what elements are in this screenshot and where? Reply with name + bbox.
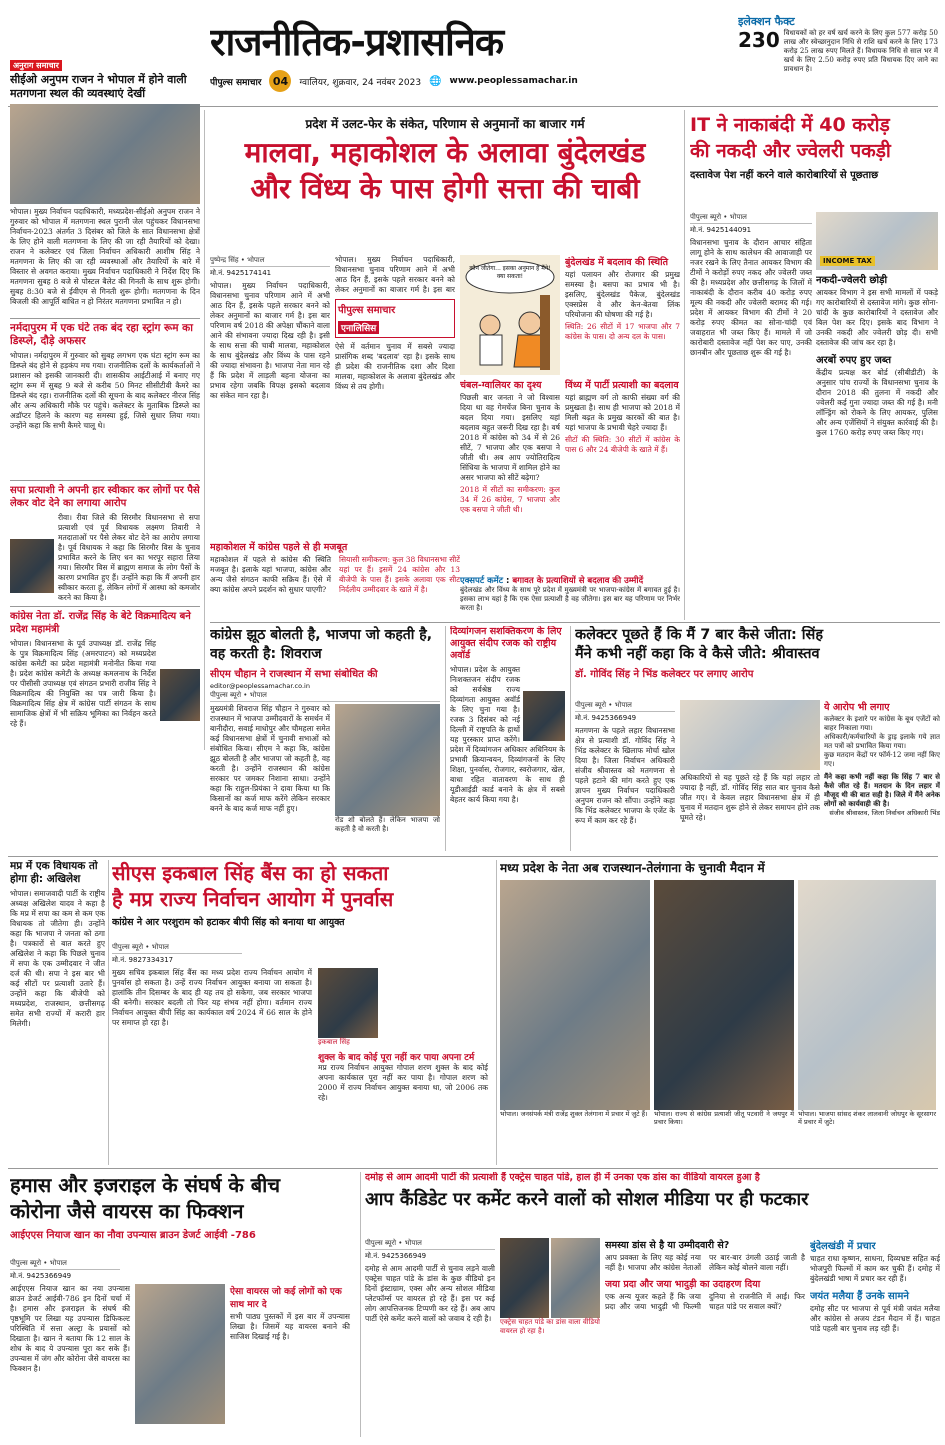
byline-place: भोपाल <box>151 943 169 951</box>
divider <box>8 1168 938 1169</box>
it-sub: दस्तावेज पेश नहीं करने वाले कारोबारियों से पूछताछ <box>690 170 879 181</box>
byline-place: भोपाल <box>404 1239 422 1247</box>
byline-name: पीपुल्स ब्यूरो <box>690 213 722 221</box>
it-side-body2: केंद्रीय प्रत्यक्ष कर बोर्ड (सीबीडीटी) के अनुसार पांच राज्यों के विधानसभा चुनाव के दौरान 2018 की तुलना में नकदी और ज्वेलरी कई गुना ज्यादा जब्त की गई है। मनी लॉन्ड्रिंग को रोकने के लिए आयकर, पुलिस और अन्य एजेंसियों ने संयुक्त कार्रवाई की है। कुल 1760 करोड़ रुपए जब्त किए गए। <box>816 368 938 437</box>
bains-sub: कांग्रेस ने आर परशुराम को हटाकर बीपी सिंह को बनाया था आयुक्त <box>112 917 345 928</box>
hamas-headline-2: कोरोना जैसे वायरस का फिक्शन <box>10 1199 244 1223</box>
lead-headline-1: मालवा, महाकोशल के अलावा बुंदेलखंड <box>244 136 646 169</box>
bains-body: मुख्य सचिव इकबाल सिंह बैंस का मध्य प्रदेश राज्य निर्वाचन आयोग में पुनर्वास हो सकता है। उन्हें राज्य निर्वाचन आयुक्त बनाया जा सकता है। हालांकि तीन दिसम्बर के बाद ही यह तय हो सकेगा, जब सरकार भाजपा की बनेगी। सरकार बदली तो फिर यह संभव नहीं होगा। वर्तमान राज्य निर्वाचन आयुक्त बीपी सिंह का कार्यकाल वर्ष 2024 में 66 साल के होने पर समाप्त हो रहा है। <box>112 968 312 1027</box>
aap-col1 <box>365 1238 495 1438</box>
lead-mobile: मो.नं. 9425174141 <box>210 269 272 277</box>
aap-mobile: मो.नं. 9425366949 <box>365 1252 427 1260</box>
it-story-head <box>690 112 940 212</box>
column-divider <box>684 110 685 620</box>
left-narmada-story <box>10 322 200 477</box>
byline-name: पीपुल्स ब्यूरो <box>10 1259 42 1267</box>
chahat-photo-1 <box>500 1238 549 1318</box>
left-top-headline: सीईओ अनुपम राजन ने भोपाल में होने वाली मतगणना स्थल की व्यवस्थाएं देखीं <box>10 73 187 100</box>
memorandum-photo <box>680 700 820 770</box>
lead-headline-2: और विंध्य के पास होगी सत्ता की चाबी <box>250 172 640 205</box>
lead-col2-body: ऐसे में वर्तमान चुनाव में सबसे ज्यादा प्रासंगिक शब्द 'बदलाव' रहा है। इसके साथ ही प्रदेश की राजनीतिक दशा और दिशा मालवा, महाकोशल के अलावा बुंदेलखंड और विंध्य से तय होगी। <box>335 342 455 391</box>
analysis-badge <box>335 299 455 338</box>
congress-body: भोपाल। विधानसभा के पूर्व उपाध्यक्ष डॉ. राजेंद्र सिंह के पुत्र विक्रमादित्य सिंह (अमरपाटन) को मध्यप्रदेश कांग्रेस कमेटी का प्रदेश महामंत्री मनोनीत किया गया है। प्रदेश कांग्रेस कमेटी के अध्यक्ष कमलनाथ के निर्देश पर पीसीसी उपाध्यक्ष एवं संगठन प्रभारी राजीव सिंह ने विक्रमादित्य की नियुक्ति का पत्र जारी किया है। विक्रमादित्य सिंह क्षेत्र में कांग्रेस पार्टी संगठन के साथ सामाजिक क्षेत्रों में भी सक्रिय भूमिका का निर्वहन करते रहे हैं। <box>10 639 156 728</box>
shivraj-email: editor@peoplessamachar.co.in <box>210 682 310 690</box>
cash-photo <box>816 212 938 270</box>
hamas-body: आईएएस नियाज खान का नया उपन्यास ब्राउन डेजर्ट आईवी-786 इन दिनों चर्चा में है। हमास और इजराइल के संघर्ष की पृष्ठभूमि पर लिखा यह उपन्यास डिफिकल्ट परिस्थिति में सत्ता अल्ट्रा के प्रयासों को दिखाता है। खान ने बताया कि 12 साल के शोध के बाद ये उपन्यास पूरा कर सके हैं। उपन्यास में जंग और कोरोना जैसे वायरस का फिक्शन है। <box>10 1284 130 1373</box>
cartoon <box>460 255 560 375</box>
column-divider <box>204 110 205 750</box>
aap-body: दमोह से आम आदमी पार्टी से चुनाव लड़ने वाली एक्ट्रेस चाहत पांडे के डांस के कुछ वीडियो इन दिनों इंस्टाग्राम, एक्स और अन्य सोशल मीडिया प्लेटफॉर्म्स पर वायरल हो रहे हैं। इस पर कई लोग आपत्तिजनक टिप्पणी कर रहे हैं। अब आप पार्टी ऐसे कमेंट करने वालों को जवाब दे रही है। <box>365 1264 495 1323</box>
rajasthan-photo-3 <box>798 880 936 1110</box>
byline-name: पीपुल्स ब्यूरो <box>575 701 607 709</box>
bundelkhand-box <box>565 255 680 375</box>
left-sapa-story <box>10 484 200 604</box>
aap-story-head <box>365 1172 940 1232</box>
collector-side <box>824 700 940 850</box>
expert-title: बगावत के प्रत्याशियों से बदलाव की उम्मीदें <box>512 576 644 586</box>
hamas-sub: आईएएस नियाज खान का नौवा उपन्यास ब्राउन डेजर्ट आईवी -786 <box>10 1230 256 1241</box>
bains-photo <box>318 968 378 1038</box>
globe-icon: 🌐 <box>429 75 442 87</box>
aap-photo-caption: एक्ट्रेस चाहत पांडे का डांस वाला वीडियो वायरल हो रहा है। <box>500 1318 600 1335</box>
rajasthan-photo-2 <box>654 880 794 1110</box>
tag-label: अनुराग समाचार <box>10 60 62 71</box>
akhilesh-headline: मप्र में एक विधायक तो होगा ही: अखिलेश <box>10 860 98 885</box>
byline-place: भोपाल <box>247 256 265 264</box>
rajasthan-caption-2: भोपाल। राज्य से कांग्रेस प्रत्याशी जीतू पटवारी ने जयपुर में प्रचार किया। <box>654 1110 794 1126</box>
left-congress-story <box>10 610 200 760</box>
collector-story-head <box>575 626 940 696</box>
hamas-box-title: ऐसा वायरस जो कई लोगों को एक साथ मार दे <box>230 1287 342 1310</box>
vikramaditya-photo <box>160 669 200 721</box>
brand-name: पीपुल्स समाचार <box>210 77 262 88</box>
allegations-title: ये आरोप भी लगाए <box>824 702 890 713</box>
expert-label: एक्सपर्ट कमेंट <box>460 576 503 586</box>
it-side <box>816 272 938 617</box>
mahakoshal-title: महाकोशल में कांग्रेस पहले से ही मजबूत <box>210 542 348 553</box>
bundelkhand-note: स्थिति: 26 सीटों में 17 भाजपा और 7 कांग्रेस के पास। दो अन्य दल के पास। <box>565 322 680 341</box>
rajasthan-story <box>500 860 940 1165</box>
byline-name: पीपुल्स ब्यूरो <box>112 943 144 951</box>
bundelkhand-body: यहां पलायन और रोजगार की प्रमुख समस्या है। बसपा का प्रभाव भी है। इसलिए, बुंदेलखंड पैकेज, बुंदेलखंड एक्सप्रेस वे और केन-बेतवा लिंक परियोजना की घोषणा की गई है। <box>565 270 680 319</box>
hamas-box-body: सभी पाठ्य पुस्तकों में इस बार में उपन्यास लिखा है। जिसमें यह वायरस बनाने की साजिश दिखाई गई है। <box>230 1312 350 1341</box>
it-byline: पीपुल्स ब्यूरो • भोपाल <box>690 212 812 224</box>
divider <box>10 318 200 319</box>
masthead-strip <box>210 70 710 92</box>
byline-place: भोपाल <box>49 1259 67 1267</box>
collector-headline-1: कलेक्टर पूछते हैं कि मैं 7 बार कैसे जीता: सिंह <box>575 627 824 643</box>
chambal-title: चंबल-ग्वालियर का दृश्य <box>460 380 542 391</box>
allegation-1: अधिकारी/कर्मचारियों के ड्राइ इलाके गये ज्ञात मत पत्रों को प्रभावित किया गया। <box>824 733 940 750</box>
collector-col2 <box>680 700 820 850</box>
divider <box>8 856 938 857</box>
chambal-box <box>460 378 560 558</box>
bains-body-area <box>112 942 492 1164</box>
page-number: 04 <box>269 70 291 92</box>
hamas-body-area <box>10 1258 355 1438</box>
shivraj-photo <box>335 704 440 816</box>
it-side-body: आयकर विभाग ने इस सभी मामलों में पकड़े गए कारोबारियों से दस्तावेज मांगे। कुछ सोना-चांदी के कुछ कारोबारियों ने दस्तावेज और बिल पेश कर दिए। इसके बाद विभाग ने उनकी नकदी और ज्वेलरी छोड़ दी। सभी दस्तावेज की जांच कर रहा है। <box>816 288 938 347</box>
byline-name: पीपुल्स ब्यूरो <box>210 691 242 699</box>
bundelkhandi-body2: दमोह सीट पर भाजपा से पूर्व मंत्री जयंत मलैया और कांग्रेस से अजय टंडन मैदान में हैं। चाहत पांडे पहली बार चुनाव लड़ रही हैं। <box>810 1304 940 1333</box>
quote-text: मैंने कहा कभी नहीं कहा कि सिंह 7 बार से कैसे जीत रहे हैं। मतदान के दिन लहार में मौजूद थी की बात सही है। जिले में मैंने अनेक लोगों को कार्यवाही की है। <box>824 772 940 808</box>
vindhya-box <box>565 378 680 578</box>
it-col1 <box>690 212 812 612</box>
bains-story-head <box>112 860 492 940</box>
hamas-headline-1: हमास और इजराइल के संघर्ष के बीच <box>10 1173 281 1197</box>
election-fact-box <box>738 14 938 106</box>
masthead <box>210 20 710 102</box>
sapa-headline: सपा प्रत्याशी ने अपनी हार स्वीकार कर लोगों पर पैसे लेकर वोट देने का लगाया आरोप <box>10 485 200 509</box>
election-fact-label: इलेक्शन फैक्ट <box>738 15 795 28</box>
hamas-byline: पीपुल्स ब्यूरो • भोपाल <box>10 1258 120 1270</box>
bundelkhandi-box <box>810 1238 940 1438</box>
narmada-headline: नर्मदापुरम में एक घंटे तक बंद रहा स्ट्रांग रूम का डिस्प्ले, दौड़े अफसर <box>10 322 193 347</box>
bains-headline-2: है मप्र राज्य निर्वाचन आयोग में पुनर्वास <box>112 887 394 911</box>
dateline: ग्वालियर, शुक्रवार, 24 नवंबर 2023 <box>299 77 422 88</box>
candidate-photo <box>10 539 54 593</box>
aap-byline: पीपुल्स ब्यूरो • भोपाल <box>365 1238 495 1250</box>
expert-body: बुंदेलखंड और विंध्य के साथ पूरे प्रदेश में मुख्यमंत्री पर भाजपा-कांग्रेस में बगावत हुई है। इसका लाभ यहां है कि एक ऐसा प्रत्याशी है वह जीतेगा। इस बार यह परिणाम पर निर्भर करता है। <box>460 586 680 612</box>
lead-byline: पुष्पेन्द्र सिंह • भोपाल <box>210 255 330 267</box>
collector-byline: पीपुल्स ब्यूरो • भोपाल <box>575 700 675 712</box>
byline-place: भोपाल <box>729 213 747 221</box>
niyaz-khan-photo <box>135 1284 225 1424</box>
chambal-note: 2018 में सीटों का समीकरण: कुल 34 में 26 कांग्रेस, 7 भाजपा और एक बसपा ने जीती थी। <box>460 485 560 514</box>
shivraj-sub: सीएम चौहान ने राजस्थान में सभा संबोधित की <box>210 669 378 680</box>
allegation-2: कुछ मतदान केंद्रों पर फॉर्म-12 जमा नहीं किए गए। <box>824 751 940 768</box>
bains-photo-caption: इकबाल सिंह <box>318 1038 350 1046</box>
collector-sub: डॉ. गोविंद सिंह ने भिंड कलेक्टर पर लगाए आरोप <box>575 669 754 680</box>
left-top-body: भोपाल। मुख्य निर्वाचन पदाधिकारी, मध्यप्रदेश-सीईओ अनुपम राजन ने गुरुवार को भोपाल में मतगणना स्थल पुरानी जेल पहुंचकर विधानसभा निर्वाचन-2023 अंतर्गत 3 दिसंबर को जिले के सात विधानसभा क्षेत्रों के लिए होने वाली मतगणना के लिए की जा रही तैयारियों को देखा। राजन ने कलेक्टर एवं जिला निर्वाचन अधिकारी आशीष सिंह ने मतगणना के लिए की जा रही व्यवस्थाओं और तैयारियों के बारे में विस्तार से अवगत कराया। मुख्य निर्वाचन पदाधिकारी ने निर्देश दिए कि मतगणना सुबह 8 बजे से पोस्टल बैलेट की गिनती के साथ शुरू होगी। सुबह 8:30 बजे से ईवीएम से गिनती शुरू होगी। मतगणना के दिन बिजली की आपूर्ति बाधित न हो निरंतर मतगणना प्रभावित न हो। <box>10 207 200 306</box>
allegation-0: कलेक्टर के इशारे पर कांग्रेस के बूथ एजेंटों को बाहर निकाला गया। <box>824 715 940 732</box>
shivraj-headline: कांग्रेस झूठ बोलती है, भाजपा जो कहती है, वह करती है: शिवराज <box>210 627 433 662</box>
collector-headline-2: मैंने कभी नहीं कहा कि वे कैसे जीते: श्रीवास्तव <box>575 646 820 662</box>
byline-place: भोपाल <box>249 691 267 699</box>
divider <box>210 622 940 623</box>
it-mobile: मो.नं. 9425144091 <box>690 226 752 234</box>
narmada-body: भोपाल। नर्मदापुरम में गुरुवार को सुबह लगभग एक घंटा स्ट्रांग रूम का डिस्प्ले बंद होने से हड़कंप मच गया। राजनीतिक दलों के कार्यकर्ताओं ने प्रशासन को इसकी जानकारी दी। शासकीय आईटीआई में बनाए गए स्ट्रांग रूम में सुबह 9 बजे से करीब 50 मिनट सीसीटीवी कैमरे का डिस्प्ले बंद रहा। राजनीतिक दलों की सूचना के बाद कलेक्टर नीरज सिंह और अन्य अधिकारी मौके पर पहुंचे। कलेक्टर के मुताबिक डिस्प्ले का अडॉप्टर हिलने के कारण यह समस्या हुई, जिसे सुधार लिया गया। उन्होंने कहा कि सभी कैमरे चालू थे। <box>10 351 200 430</box>
divyang-body: भोपाल। प्रदेश के आयुक्त निःशक्तजन संदीप रजक को सर्वश्रेष्ठ राज्य दिव्यांगता आयुक्त अवॉर्ड के लिए चुना गया है। रजक 3 दिसंबर को नई दिल्ली में राष्ट्रपति के हाथों यह पुरस्कार प्राप्त करेंगे। प्रदेश में दिव्यांगजन अधिकार अधिनियम के प्रभावी क्रियान्वयन, दिव्यांगजनों के लिए शिक्षा, पुनर्वास, रोजगार, स्वरोजगार, खेल, बाधा रहित वातावरण के साथ ही यूडीआईडी कार्ड बनाने के क्षेत्र में सबसे बेहतर कार्य किया गया है। <box>450 665 565 804</box>
aap-headline: आप कैंडिडेट पर कमेंट करने वालों को सोशल मीडिया पर ही फटकार <box>365 1189 809 1210</box>
shukla-body: मप्र राज्य निर्वाचन आयुक्त गोपाल शरण शुक्ल के बाद कोई अपना कार्यकाल पूरा नहीं कर पाया है। गोपाल शरण को 2000 में राज्य निर्वाचन आयुक्त बनाया था, जो 2006 तक रहे। <box>318 1063 488 1102</box>
lead-col1-body: भोपाल। मुख्य निर्वाचन पदाधिकारी, विधानसभा चुनाव परिणाम आने में अभी आठ दिन हैं, इसके पहले सरकार बनने को लेकर अनुमानों का बाजार गर्म है। इस बार परिणाम वर्ष 2018 की अपेक्षा चौंकाने वाला आने की संभावना ज्यादा दिख रही है। इसी के साथ सत्ता की चाबी मालवा, महाकोशल के साथ बुंदेलखंड और विंध्य के पास रहने की ज्यादा संभावना है। भाजपा नेता मान रहे हैं कि प्रदेश में लाड़ली बहना योजना का प्रभाव रहेगा जबकि विपक्ष इसको बदलाव का संकेत मान रहा है। <box>210 281 330 400</box>
it-headline-1: IT ने नाकाबंदी में 40 करोड़ <box>690 114 890 136</box>
shivraj-story <box>210 626 440 851</box>
mahakoshal-box <box>210 540 460 610</box>
bains-headline-1: सीएस इकबाल सिंह बैंस का हो सकता <box>112 861 389 885</box>
hamas-story-head <box>10 1172 355 1257</box>
income-tax-label: INCOME TAX <box>820 256 875 266</box>
cartoon-bubble: कौन जीतेगा... इसका अनुमान है मैंने! क्या सकता! <box>469 265 551 280</box>
bundelkhandi-body: चाहत राधा कृष्णन, साधना, दिव्यभ्रष्ट सहित कई भोजपुरी फिल्मों में काम कर चुकी हैं। दमोह में बुंदेलखंडी भाषा में प्रचार कर रही हैं। <box>810 1254 940 1283</box>
congress-headline: कांग्रेस नेता डॉ. राजेंद्र सिंह के बेटे विक्रमादित्य बने प्रदेश महामंत्री <box>10 611 191 635</box>
shivraj-body: मुख्यमंत्री शिवराज सिंह चौहान ने गुरुवार को राजस्थान में भाजपा उम्मीदवारों के समर्थन में बानीदौरा, सवाई माधोपुर और चौमहला समेत कई विधानसभा क्षेत्रों में चुनावी सभाओं को संबोधित किया। सीएम ने कहा कि, कांग्रेस झूठ बोलती है और भाजपा जो कहती है, वह करती है। उन्होंने राजस्थान की कांग्रेस सरकार पर जमकर निशाना साधा। उन्होंने कहा कि राहुल-प्रियंका ने दावा किया था कि किसानों का कर्ज माफ करेंगे लेकिन सरकार बनने के बाद कर्ज माफ नहीं हुए। <box>210 704 330 813</box>
vindhya-note: सीटों की स्थिति: 30 सीटों में कांग्रेस के पास 6 और 24 बीजेपी के खाते में हैं। <box>565 435 680 454</box>
sapa-body: रीवा। रीवा जिले की सिरमौर विधानसभा से सपा प्रत्याशी एवं पूर्व विधायक लक्ष्मण तिवारी ने मतदाताओं पर पैसे लेकर वोट देने का आरोप लगाया है। पूर्व विधायक ने कहा कि सिरमौर विस के चुनाव प्रभावित करने के लिए धन का भरपूर सहारा लिया गया। सिरमौर विस में ब्राह्मण समाज के लोग पैसों के कारण प्रभावित हुए हैं। उन्होंने कहा कि मैं अपनी हार स्वीकार करता हूं, लेकिन लोगों में आस्था को कमजोर करने का किया है। <box>58 513 200 602</box>
column-divider <box>108 860 109 1165</box>
vindhya-body: यहां ब्राह्मण वर्ग तो काफी संख्या वर्ग की प्रमुखता है। साथ ही भाजपा को 2018 में मिली बढ़त के प्रमुख कारकों की बात है। यहां भाजपा के प्रभावी चेहरे ज्यादा हैं। <box>565 393 680 432</box>
bundelkhandi-title2: जयंत मलैया हैं उनके सामने <box>810 1291 909 1302</box>
section-title: राजनीतिक-प्रशासनिक <box>210 20 504 64</box>
collector-body2: अधिकारियों से यह पूछते रहे हैं कि यहां लहार तो ज्यादा है नहीं, डॉ. गोविंद सिंह सात बार चुनाव कैसे जीत गए। वे केवल लहार विधानसभा क्षेत्र में ही चुनाव में मतदान शुरू होने से लेकर समापन होने तक घूमते रहे। <box>680 773 820 822</box>
aap-kicker: दमोह से आम आदमी पार्टी की प्रत्याशी हैं एक्ट्रेस चाहत पांडे, हाल ही में उनका एक डांस का वीडियो वायरल हुआ है <box>365 1172 760 1183</box>
aap-questions <box>605 1238 805 1438</box>
mahakoshal-note: सियासी समीकरण: कुल 38 विधानसभा सीटें यहां पर हैं। इसमें 24 कांग्रेस और 13 बीजेपी के पास हैं। इसके अलावा एक सीट निर्दलीय उम्मीदवार के खाते में है। <box>339 555 460 594</box>
akhilesh-body: भोपाल। समाजवादी पार्टी के राष्ट्रीय अध्यक्ष अखिलेश यादव ने कहा है कि मप्र में सपा का कम से कम एक विधायक तो जीतेगा ही। उन्होंने कहा कि भाजपा ने जनता को ठगा है। पत्रकारों से बात करते हुए अखिलेश ने कहा कि पिछले चुनाव में सपा के एक उम्मीदवार ने जीत दर्ज की थी। सपा ने इस बार भी कई सीटों पर प्रत्याशी उतारे हैं। उन्होंने कहा कि बीजेपी को मध्यप्रदेश, राजस्थान, छत्तीसगढ़ समेत सभी राज्यों में करारी हार मिलेगी। <box>10 889 105 1028</box>
lead-col1 <box>210 255 330 555</box>
chahat-photo-2 <box>551 1238 600 1318</box>
it-body: विधानसभा चुनाव के दौरान आचार संहिता लागू होने के साथ कालेधन की आवाजाही पर नजर रखने के लिए तैनात आयकर विभाग की टीमों ने करोड़ों रुपए नकद और ज्वेलरी जब्त की है। मध्यप्रदेश और छत्तीसगढ़ के जिलों में नाकाबंदी के दौरान करीब 40 करोड़ रुपए मूल्य की नकदी और ज्वेलरी बरामद की गई। प्रदेश में आयकर विभाग की टीमों ने 20 करोड़ रुपए कीमत का सोना-चांदी एवं जवाहरात भी जब्त किए हैं। मामले में जो कारोबारी दस्तावेज नहीं पेश कर पाए, उनकी छानबीन और पूछताछ शुरू की गई है। <box>690 238 812 357</box>
akhilesh-story <box>10 860 105 1165</box>
column-divider <box>445 626 446 851</box>
election-fact-number: 230 <box>738 28 780 52</box>
collector-col1 <box>575 700 675 850</box>
quote-sign: संजीव श्रीवास्तव, जिला निर्वाचन अधिकारी भिंड <box>829 809 940 817</box>
divyang-story <box>450 626 565 851</box>
analysis-brand: पीपुल्स समाचार <box>338 305 396 316</box>
bundelkhand-title: बुंदेलखंड में बदलाव की स्थिति <box>565 257 668 268</box>
analysis-label: एनालिसिस <box>338 321 379 334</box>
shivraj-byline: पीपुल्स ब्यूरो • भोपाल <box>210 690 440 702</box>
aap-jaya-title: जया प्रदा और जया भादुड़ी का उदाहरण दिया <box>605 1279 761 1290</box>
it-photo <box>816 212 938 270</box>
story-tag <box>10 60 200 71</box>
hamas-mobile: मो.नं. 9425366949 <box>10 1272 72 1280</box>
byline-name: पीपुल्स ब्यूरो <box>365 1239 397 1247</box>
aap-q-body: आप प्रवक्ता के लिए यह कोई नया नहीं है। भाजपा और कांग्रेस नेताओं पर बार-बार उंगली उठाई जाती है लेकिन कोई बोलने वाला नहीं। <box>605 1253 805 1272</box>
bains-mobile: मो.नं. 9827334317 <box>112 956 174 964</box>
bains-byline: पीपुल्स ब्यूरो • भोपाल <box>112 942 242 954</box>
divyang-headline: दिव्यांगजन सशक्तिकरण के लिए आयुक्त संदीप रजक को राष्ट्रीय अवॉर्ड <box>450 626 562 661</box>
column-divider <box>496 860 497 1165</box>
rajasthan-caption-1: भोपाल। जनसंपर्क मंत्री राजेंद्र शुक्ल तेलंगाना में प्रचार में जुटे हैं। <box>500 1110 648 1118</box>
rajasthan-caption-3: भोपाल। भाजपा सांसद शंकर लालवानी जोधपुर के सूरसागर में प्रचार में जुटे। <box>798 1110 936 1126</box>
it-side-title2: अरबों रुपए हुए जब्त <box>816 355 892 366</box>
shivraj-caption: रोड शो बोलते हैं। लेकिन भाजपा जो कहती है वो करती है। <box>335 816 440 833</box>
expert-comment: एक्सपर्ट कमेंट : बगावत के प्रत्याशियों से बदलाव की उम्मीदें बुंदेलखंड और विंध्य के साथ पूरे प्रदेश में मुख्यमंत्री पर भाजपा-कांग्रेस में बगावत हुई है। इसका लाभ यहां है कि एक ऐसा प्रत्याशी है वह जीतेगा। इस बार यह परिणाम पर निर्भर करता है। <box>460 576 680 612</box>
aap-q-title: समस्या डांस से है या उम्मीदवारी से? <box>605 1240 730 1251</box>
column-divider <box>360 1172 361 1437</box>
it-headline-2: की नकदी और ज्वेलरी पकड़ी <box>690 140 891 162</box>
collector-mobile: मो.नं. 9425366949 <box>575 714 637 722</box>
chambal-body: पिछली बार जनता ने जो विश्वास दिया था वह गेमचेंज बिना चुनाव के बदल दिया गया। इसलिए यहां बदलाव बहुत जरूरी दिख रहा है। वर्ष 2018 में कांग्रेस को 34 में से 26 सीटें, 7 भाजपा और एक बसपा ने जीती थी। अब आप ज्योतिरादित्य सिंधिया के भाजपा में शामिल होने का असर भाजपा को सीटें बढ़ेगा? <box>460 393 560 482</box>
mahakoshal-body: महाकोशल में पहले से कांग्रेस की स्थिति मजबूत है। इलाके यहां भाजपा, कांग्रेस और अन्य जैसे संगठन काफी सक्रिय हैं। ऐसे में क्या कांग्रेस अपने प्रदर्शन को सुधार पाएगी? <box>210 555 331 594</box>
aap-jaya-body: एक अन्य यूजर कहते हैं कि जया प्रदा और जया भादुड़ी भी फिल्मी दुनिया से राजनीति में आईं। फिर चाहत पांडे पर सवाल क्यों? <box>605 1292 805 1311</box>
election-fact-text: विधायकों को हर वर्ष खर्च करने के लिए कुल 577 करोड़ 50 लाख और स्वेच्छानुदान निधि से राशि खर्च करने के लिए 173 करोड़ 25 लाख रुपए मिलते हैं। विधायक निधि से साल भर में खर्च के लिए 2.50 करोड़ रुपए प्रति विधायक दिए जाने का प्रावधान है। <box>783 29 938 73</box>
divider <box>10 480 200 481</box>
it-side-title: नकदी-ज्वेलरी छोड़ी <box>816 275 888 286</box>
column-divider <box>570 626 571 851</box>
divider <box>10 606 200 607</box>
vindhya-title: विंध्य में पार्टी प्रत्याशी का बदलाव <box>565 380 679 391</box>
rajasthan-photo-1 <box>500 880 650 1110</box>
lead-col2 <box>335 255 455 555</box>
byline-name: पुष्पेन्द्र सिंह <box>210 256 239 264</box>
sandeep-rajak-photo <box>523 691 565 741</box>
byline-place: भोपाल <box>614 701 632 709</box>
website[interactable]: www.peoplessamachar.in <box>449 76 578 86</box>
story-photo <box>10 104 200 204</box>
lead-story-head <box>210 115 680 255</box>
aap-photos <box>500 1238 600 1438</box>
shukla-title: शुक्ल के बाद कोई पूरा नहीं कर पाया अपना टर्म <box>318 1053 475 1063</box>
collector-body: मतगणना के पहले लहार विधानसभा क्षेत्र से प्रत्याशी डॉ. गोविंद सिंह ने भिंड कलेक्टर के खिलाफ मोर्चा खोल दिया है। जिला निर्वाचन अधिकारी संजीव श्रीवास्तव को मतगणना से पहले हटाने की मांग करते हुए एक ज्ञापन मुख्य निर्वाचन पदाधिकारी अनुपम राजन को सौंपा। उन्होंने कहा कि भिंड कलेक्टर भाजपा के एजेंट के रूप में काम कर रहे हैं। <box>575 726 675 825</box>
bundelkhandi-title: बुंदेलखंडी में प्रचार <box>810 1241 876 1252</box>
lead-kicker: प्रदेश में उलट-फेर के संकेत, परिणाम से अनुमानों का बाजार गर्म <box>305 117 585 131</box>
left-top-story <box>10 60 200 315</box>
rajasthan-headline: मध्य प्रदेश के नेता अब राजस्थान-तेलंगाना के चुनावी मैदान में <box>500 861 765 875</box>
lead-col2-intro: भोपाल। मुख्य निर्वाचन पदाधिकारी, विधानसभा चुनाव परिणाम आने में अभी आठ दिन हैं, इसके पहले सरकार बनने को लेकर अनुमानों का बाजार गर्म है। इस बार <box>335 255 455 294</box>
